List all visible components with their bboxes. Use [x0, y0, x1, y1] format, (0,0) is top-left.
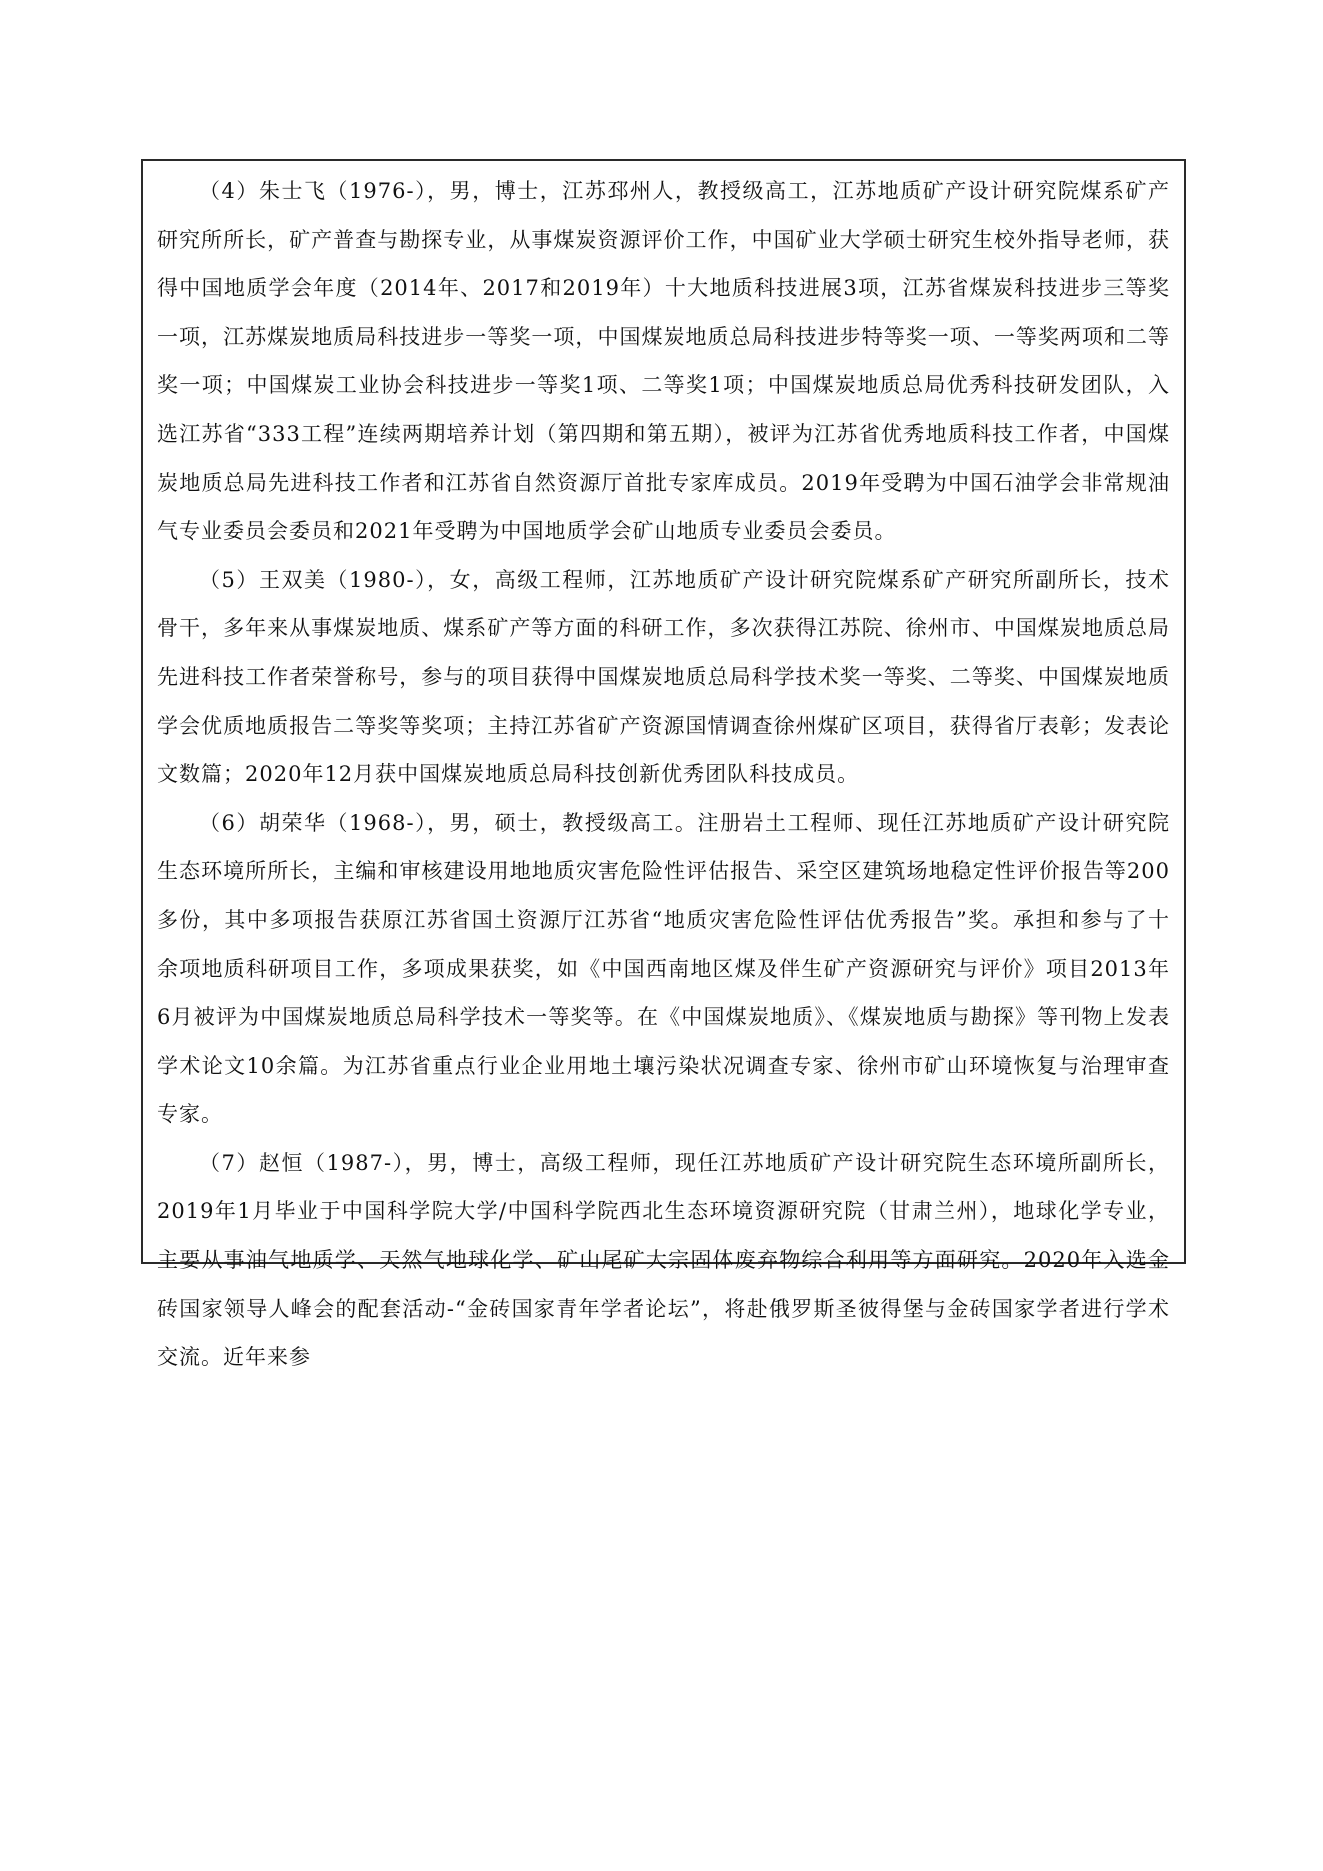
bio-paragraph-wang-shuangmei: （5）王双美（1980-），女，高级工程师，江苏地质矿产设计研究院煤系矿产研究所副所长，技术骨干，多年来从事煤炭地质、煤系矿产等方面的科研工作，多次获得江苏院、徐州市、中国煤炭地质总局先进科技工作者荣誉称号，参与的项目获得中国煤炭地质总局科学技术奖一等奖、二等奖、中国煤炭地质学会优质地质报告二等奖等奖项；主持江苏省矿产资源国情调查徐州煤矿区项目，获得省厅表彰；发表论文数篇；2020年12月获中国煤炭地质总局科技创新优秀团队科技成员。: [157, 567, 1170, 787]
bio-paragraph-zhao-heng: （7）赵恒（1987-），男，博士，高级工程师，现任江苏地质矿产设计研究院生态环境所副所长，2019年1月毕业于中国科学院大学/中国科学院西北生态环境资源研究院（甘肃兰州），地球化学专业，主要从事油气地质学、天然气地球化学、矿山尾矿大宗固体废弃物综合利用等方面研究。2020年入选金砖国家领导人峰会的配套活动-“金砖国家青年学者论坛”，将赴俄罗斯圣彼得堡与金砖国家学者进行学术交流。近年来参: [157, 1150, 1170, 1370]
bio-paragraph-zhu-shifei: （4）朱士飞（1976-），男，博士，江苏邳州人，教授级高工，江苏地质矿产设计研究院煤系矿产研究所所长，矿产普查与勘探专业，从事煤炭资源评价工作，中国矿业大学硕士研究生校外指导老师，获得中国地质学会年度（2014年、2017和2019年）十大地质科技进展3项，江苏省煤炭科技进步三等奖一项，江苏煤炭地质局科技进步一等奖一项，中国煤炭地质总局科技进步特等奖一项、一等奖两项和二等奖一项；中国煤炭工业协会科技进步一等奖1项、二等奖1项；中国煤炭地质总局优秀科技研发团队，入选江苏省“333工程”连续两期培养计划（第四期和第五期），被评为江苏省优秀地质科技工作者，中国煤炭地质总局先进科技工作者和江苏省自然资源厅首批专家库成员。2019年受聘为中国石油学会非常规油气专业委员会委员和2021年受聘为中国地质学会矿山地质专业委员会委员。: [157, 179, 1170, 544]
content-table-cell: [141, 159, 1186, 1370]
bio-paragraph-hu-ronghua: （6）胡荣华（1968-），男，硕士，教授级高工。注册岩土工程师、现任江苏地质矿产设计研究院生态环境所所长，主编和审核建设用地地质灾害危险性评估报告、采空区建筑场地稳定性评价报告等200多份，其中多项报告获原江苏省国土资源厅江苏省“地质灾害危险性评估优秀报告”奖。承担和参与了十余项地质科研项目工作，多项成果获奖，如《中国西南地区煤及伴生矿产资源研究与评价》项目2013年6月被评为中国煤炭地质总局科学技术一等奖等。在《中国煤炭地质》、《煤炭地质与勘探》等刊物上发表学术论文10余篇。为江苏省重点行业企业用地土壤污染状况调查专家、徐州市矿山环境恢复与治理审查专家。: [157, 810, 1170, 1127]
